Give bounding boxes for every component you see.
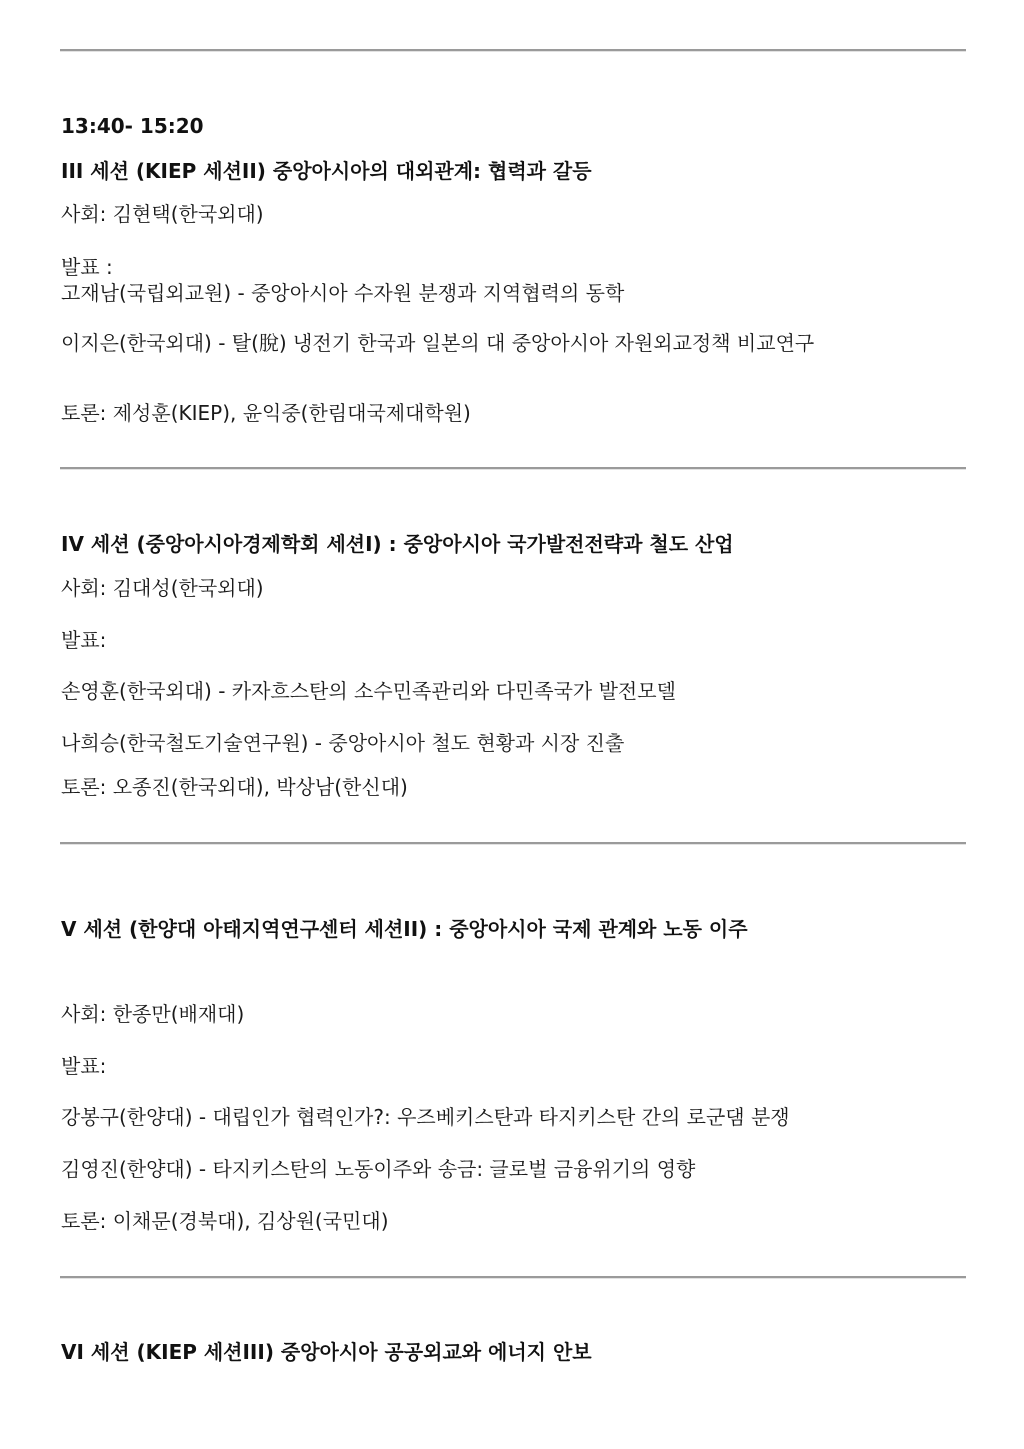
session-time: 13:40- 15:20: [61, 114, 204, 138]
session-3-discussion: 토론: 제성훈(KIEP), 윤익중(한림대국제대학원): [61, 401, 471, 425]
session-3-title: III 세션 (KIEP 세션II) 중앙아시아의 대외관계: 협력과 갈등: [61, 159, 592, 183]
session-3-presentation-1: 고재남(국립외교원) - 중앙아시아 수자원 분쟁과 지역협력의 동학: [61, 281, 625, 305]
session-4-title: IV 세션 (중앙아시아경제학회 세션I) : 중앙아시아 국가발전전략과 철도 산업: [61, 532, 734, 556]
session-5-presentation-1: 강봉구(한양대) - 대립인가 협력인가?: 우즈베키스탄과 타지키스탄 간의 로군댐 분쟁: [61, 1105, 790, 1129]
session-4-discussion: 토론: 오종진(한국외대), 박상남(한신대): [61, 775, 408, 799]
session-3-presentation-2: 이지은(한국외대) - 탈(脫) 냉전기 한국과 일본의 대 중앙아시아 자원외교정책 비교연구: [61, 331, 815, 355]
session-5-title: V 세션 (한양대 아태지역연구센터 세션II) : 중앙아시아 국제 관계와 노동 이주: [61, 917, 748, 941]
session-5-presentation-2: 김영진(한양대) - 타지키스탄의 노동이주와 송금: 글로벌 금융위기의 영향: [61, 1157, 696, 1181]
top-divider: [60, 49, 966, 51]
session-4-presentation-1: 손영훈(한국외대) - 카자흐스탄의 소수민족관리와 다민족국가 발전모델: [61, 679, 676, 703]
session-3-chair: 사회: 김현택(한국외대): [61, 202, 264, 226]
session-divider: [60, 1276, 966, 1278]
session-4-presentation-2: 나희승(한국철도기술연구원) - 중앙아시아 철도 현황과 시장 진출: [61, 731, 625, 755]
session-5-chair: 사회: 한종만(배재대): [61, 1002, 245, 1026]
session-5-discussion: 토론: 이채문(경북대), 김상원(국민대): [61, 1209, 389, 1233]
session-divider: [60, 467, 966, 469]
session-3-presentation-label: 발표 :: [61, 255, 113, 279]
session-5-presentation-label: 발표:: [61, 1054, 107, 1078]
session-4-presentation-label: 발표:: [61, 628, 107, 652]
session-6-title: VI 세션 (KIEP 세션III) 중앙아시아 공공외교와 에너지 안보: [61, 1340, 592, 1364]
session-divider: [60, 842, 966, 844]
session-4-chair: 사회: 김대성(한국외대): [61, 576, 264, 600]
